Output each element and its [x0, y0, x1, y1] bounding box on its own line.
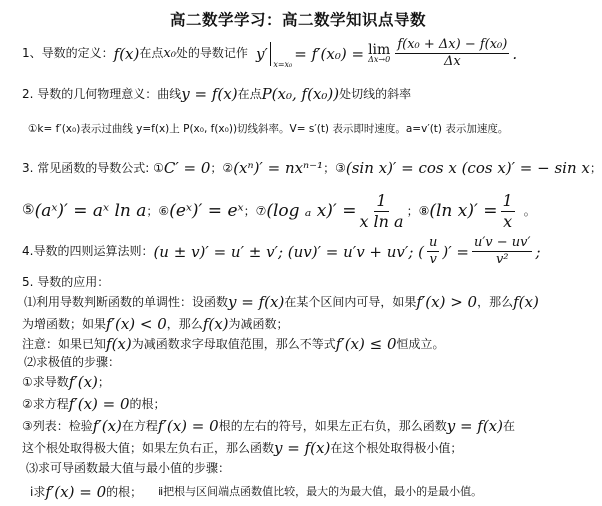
geometric-meaning-line [22, 86, 411, 103]
s5-l1c: f′(x) > 0 [416, 293, 478, 311]
maxmin-steps [30, 484, 482, 501]
s3b-p5: ⑤ [22, 202, 35, 219]
s1-num: f(x₀ + Δx) − f(x₀) [395, 38, 509, 54]
s2-tail: 处切线的斜率 [339, 86, 412, 101]
s5-l2c: ，那么 [166, 316, 203, 331]
s5-l3c: 为减函数求字母取值范围，那么不等式 [131, 336, 336, 351]
s5-l6a: ②求方程 [22, 396, 69, 411]
s3b-sep8: ；⑧ [406, 203, 430, 218]
s3-f1: C′ = 0 [163, 159, 211, 177]
common-derivatives-line-2 [22, 192, 536, 230]
s4-mid: )′ = [442, 242, 469, 261]
s3b-sep6: ；⑥ [146, 203, 170, 218]
s4-rden: v² [495, 252, 509, 268]
s5-l3b: f(x) [106, 335, 132, 353]
s3b-f5: (aˣ)′ = aˣ ln a [34, 200, 147, 221]
s5-l1e: y = f(x) [228, 293, 285, 311]
extremum-step-1 [22, 374, 110, 391]
s1-eq: = f′(x₀) = [294, 44, 365, 63]
s3b-f6: (eˣ)′ = eˣ [169, 200, 244, 221]
s3b-f8den: x [503, 211, 513, 231]
s5-l7e: 根的左右的符号，如果左正右负，那么函数 [218, 418, 447, 433]
extremum-heading [24, 356, 120, 369]
s2-point: P(x₀, f(x₀)) [261, 85, 340, 103]
s5-l1d: ，那么 [477, 294, 514, 309]
extremum-step-3 [22, 418, 515, 435]
s4-end: ; [535, 242, 541, 261]
difference-quotient [395, 38, 509, 70]
s5-l3e: 恒成立。 [396, 336, 445, 351]
s2-expr: y = f(x) [181, 85, 238, 103]
s3b-f8lhs: (ln x)′ = [429, 200, 498, 221]
s5-l7c: 在方程 [121, 418, 158, 433]
applications-heading [22, 276, 109, 289]
page-title: 高二数学学习：高二数学知识点导数 [169, 11, 426, 29]
s3-f2: (xⁿ)′ = nxⁿ⁻¹ [233, 159, 324, 177]
s1-limsub: Δx→0 [368, 55, 391, 65]
monotonicity-note [22, 336, 445, 353]
s5-l7a: ③列表：检验 [22, 418, 93, 433]
s3-end: ； [589, 160, 602, 175]
s5-l5c: ； [97, 374, 110, 389]
s3-label: 3. 常见函数的导数公式: ① [22, 160, 164, 175]
s1-evalsub: x=x₀ [273, 59, 293, 69]
s2-label: 2. 导数的几何物理意义：曲线 [22, 86, 182, 101]
arithmetic-rules-line [22, 236, 541, 268]
s3-sep2: ；③ [323, 160, 346, 175]
quotient-u-over-v [427, 236, 439, 268]
quotient-rule-result [472, 236, 533, 268]
limit-operator [368, 43, 390, 65]
log-derivative-fraction [359, 192, 403, 230]
s3b-sep7: ；⑦ [243, 203, 267, 218]
s3b-f8num: 1 [502, 191, 513, 210]
s4-fnum: u [427, 236, 439, 252]
s5-l8b: y = f(x) [274, 439, 331, 457]
s5-l10a: ⅰ求 [30, 484, 46, 499]
s5-l7d: f′(x) = 0 [157, 417, 219, 435]
s3b-f7num: 1 [376, 191, 387, 210]
s5-l1f: f(x) [513, 293, 539, 311]
s2-mid: 在点 [237, 86, 262, 101]
monotonicity-line-1 [24, 294, 539, 311]
maxmin-heading [26, 462, 230, 475]
evaluation-bar [270, 42, 272, 66]
s3b-f7lhs: (log ₐ x)′ = [266, 200, 357, 221]
s5-l10b: f′(x) = 0 [45, 483, 107, 501]
s5-l7b: f′(x) [92, 417, 122, 435]
s5-l8c: 在这个根处取得极小值； [330, 440, 463, 455]
s5-l3a: 注意：如果已知 [22, 336, 107, 351]
s5-l2d: f(x) [202, 315, 229, 333]
derivative-definition-line [22, 38, 517, 70]
s5-l2a: 为增函数；如果 [22, 316, 107, 331]
s4-fden: v [429, 252, 437, 268]
slope-velocity-line [28, 124, 508, 136]
s3-sep1: ；② [210, 160, 234, 175]
s2b-text: ①k= f′(x₀)表示过曲线 y=f(x)上 P(x₀, f(x₀))切线斜率。V= s′(t) 表示即时速度。a=v′(t) 表示加速度。 [28, 123, 509, 135]
extremum-step-2 [22, 396, 166, 413]
s5-l7f: y = f(x) [446, 417, 503, 435]
s1-label: 1、导数的定义： [22, 46, 114, 61]
s5-l1a: ⑴利用导数判断函数的单调性：设函数 [24, 294, 229, 309]
s5-l4: ⑵求极值的步骤： [24, 355, 121, 369]
s1-f: f(x) [113, 44, 140, 63]
s1-den: Δx [443, 54, 461, 70]
s5-l5b: f′(x) [68, 373, 98, 391]
monotonicity-line-2 [22, 316, 289, 333]
s4-expr: (u ± v)′ = u′ ± v′; (uv)′ = u′v + uv′; ( [153, 242, 424, 261]
s1-end: . [512, 44, 518, 63]
s4-label: 4.导数的四则运算法则： [22, 244, 154, 259]
s5-l10c: 的根； [106, 484, 143, 499]
s3-f3: (sin x)′ = cos x (cos x)′ = − sin x [345, 159, 590, 177]
s5-l6b: f′(x) = 0 [68, 395, 130, 413]
s5-l9: ⑶求可导函数最大值与最小值的步骤： [26, 461, 231, 475]
ln-derivative-fraction [501, 192, 515, 230]
s1-lim: lim [368, 41, 391, 58]
s5-l2e: 为减函数； [228, 316, 289, 331]
s5-l8a: 这个根处取得极大值；如果左负右正，那么函数 [22, 440, 275, 455]
s5-l1b: 在某个区间内可导，如果 [284, 294, 417, 309]
s1-x0: x₀ [163, 45, 176, 61]
s3b-end: 。 [523, 203, 536, 218]
s5-l5a: ①求导数 [22, 374, 69, 389]
s1-mid: 在点 [139, 46, 164, 61]
s1-yprime: y′ [255, 44, 268, 63]
s1-tail: 处的导数记作 [175, 46, 248, 61]
s5-label: 5. 导数的应用： [22, 275, 110, 289]
s5-l6c: 的根； [129, 396, 166, 411]
s5-l3d: f′(x) ≤ 0 [335, 335, 397, 353]
common-derivatives-line-1 [22, 160, 602, 177]
s5-l10d: ⅱ把根与区间端点函数值比较，最大的为最大值，最小的是最小值。 [158, 485, 483, 499]
s5-l2b: f′(x) < 0 [106, 315, 167, 333]
s5-l7g: 在 [503, 418, 516, 433]
s3b-f7den: x ln a [359, 211, 404, 231]
s4-rnum: u′v − uv′ [472, 236, 533, 252]
extremum-step-3-cont [22, 440, 462, 457]
